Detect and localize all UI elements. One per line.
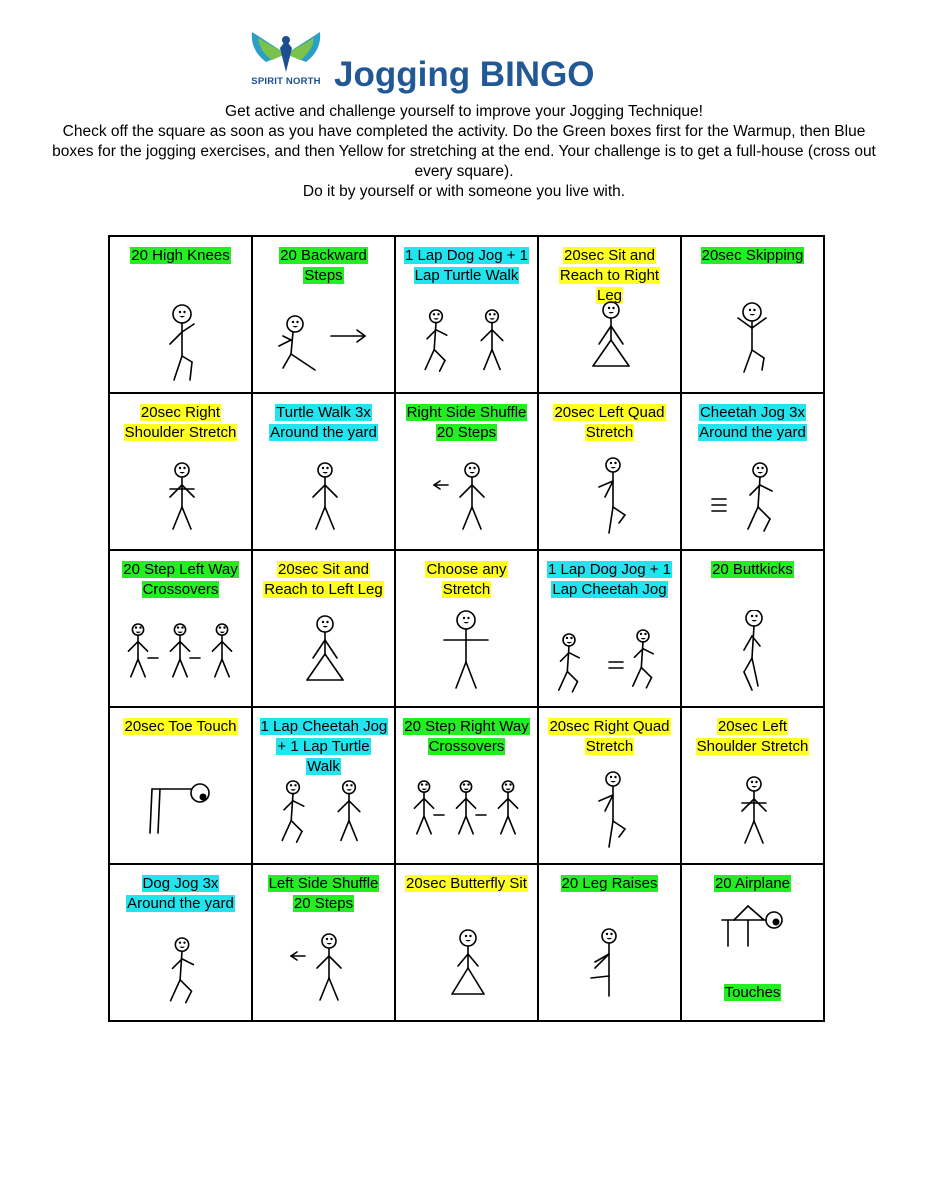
activity-label xyxy=(403,246,531,286)
activity-label-text: 20sec Left Quad Stretch xyxy=(554,404,665,441)
activity-label-text: 20sec Left Shoulder Stretch xyxy=(696,718,809,755)
activity-label xyxy=(117,560,245,600)
activity-label-text: 1 Lap Dog Jog + 1 Lap Cheetah Jog xyxy=(547,561,671,598)
bingo-square[interactable] xyxy=(681,393,824,550)
toe-touch-figure-icon xyxy=(110,767,251,857)
quad-stretch-figure-icon xyxy=(539,767,680,857)
activity-label xyxy=(405,874,528,894)
bingo-square[interactable] xyxy=(538,393,681,550)
activity-label-text: 20sec Sit and Reach to Left Leg xyxy=(264,561,383,598)
shoulder-stretch-figure-icon xyxy=(682,767,823,857)
airplane-figure-icon xyxy=(682,886,823,976)
side-shuffle-figure-icon xyxy=(396,453,537,543)
jog-figures-icon xyxy=(539,610,680,700)
sit-reach-figure-icon xyxy=(539,296,680,386)
activity-label-extra-text: Touches xyxy=(724,984,781,1001)
activity-label xyxy=(260,874,388,914)
instructions xyxy=(40,102,888,202)
bingo-square[interactable] xyxy=(395,707,538,864)
activity-label-text: 20 Airplane xyxy=(714,875,791,892)
bingo-row xyxy=(109,864,824,1021)
bingo-square[interactable] xyxy=(681,864,824,1021)
bingo-square[interactable] xyxy=(395,864,538,1021)
bingo-square[interactable] xyxy=(538,707,681,864)
activity-label-extra xyxy=(682,983,823,1003)
activity-label xyxy=(403,403,531,443)
arms-out-figure-icon xyxy=(396,610,537,700)
bingo-square[interactable] xyxy=(538,550,681,707)
activity-label-text: Dog Jog 3x Around the yard xyxy=(127,875,234,912)
logo-text: SPIRIT NORTH xyxy=(251,76,321,87)
walking-figure-icon xyxy=(253,453,394,543)
activity-label-text: 20sec Sit and Reach to Right Leg xyxy=(559,247,660,304)
activity-label xyxy=(546,560,674,600)
activity-label xyxy=(403,560,531,600)
bingo-square[interactable] xyxy=(109,236,252,393)
crossover-figures-icon xyxy=(396,767,537,857)
activity-label xyxy=(260,246,388,286)
activity-label xyxy=(689,403,817,443)
spirit-north-logo xyxy=(246,26,326,96)
bingo-square[interactable] xyxy=(252,707,395,864)
activity-label-text: 20 Step Right Way Crossovers xyxy=(404,718,529,755)
bingo-square[interactable] xyxy=(252,393,395,550)
activity-label-text: 1 Lap Cheetah Jog + 1 Lap Turtle Walk xyxy=(260,718,388,775)
bingo-row xyxy=(109,707,824,864)
activity-label xyxy=(561,874,659,894)
bingo-square[interactable] xyxy=(681,236,824,393)
activity-label-text: 20sec Right Shoulder Stretch xyxy=(124,404,237,441)
backward-step-figure-icon xyxy=(253,296,394,386)
leg-raise-figure-icon xyxy=(539,924,680,1014)
high-knees-figure-icon xyxy=(110,296,251,386)
bingo-square[interactable] xyxy=(681,550,824,707)
bingo-square[interactable] xyxy=(395,236,538,393)
bingo-row xyxy=(109,550,824,707)
activity-label-text: 20 Leg Raises xyxy=(561,875,658,892)
skipping-figure-icon xyxy=(682,296,823,386)
activity-label-text: Choose any Stretch xyxy=(426,561,507,598)
fast-jog-figure-icon xyxy=(682,453,823,543)
activity-label-text: 1 Lap Dog Jog + 1 Lap Turtle Walk xyxy=(404,247,528,284)
activity-label xyxy=(403,717,531,757)
activity-label xyxy=(123,717,237,737)
jogging-figure-icon xyxy=(110,924,251,1014)
activity-label-text: 20sec Right Quad Stretch xyxy=(549,718,670,755)
bingo-square[interactable] xyxy=(109,707,252,864)
bingo-square[interactable] xyxy=(109,864,252,1021)
bingo-square[interactable] xyxy=(109,550,252,707)
activity-label-text: Cheetah Jog 3x Around the yard xyxy=(699,404,806,441)
activity-label-text: Left Side Shuffle 20 Steps xyxy=(268,875,379,912)
jog-and-walk-figures-icon xyxy=(396,296,537,386)
bird-logo-icon xyxy=(246,26,326,76)
activity-label xyxy=(260,560,388,600)
activity-label xyxy=(546,717,674,757)
activity-label-text: Turtle Walk 3x Around the yard xyxy=(270,404,377,441)
buttkick-figure-icon xyxy=(682,610,823,700)
shoulder-stretch-figure-icon xyxy=(110,453,251,543)
activity-label-text: 20 High Knees xyxy=(131,247,230,264)
crossover-figures-icon xyxy=(110,610,251,700)
activity-label xyxy=(689,717,817,757)
sit-reach-figure-icon xyxy=(253,610,394,700)
bingo-square[interactable] xyxy=(538,236,681,393)
activity-label xyxy=(117,403,245,443)
activity-label xyxy=(130,246,230,266)
activity-label-text: Right Side Shuffle 20 Steps xyxy=(406,404,527,441)
jog-and-walk-figures-icon xyxy=(253,767,394,857)
page-title: Jogging BINGO xyxy=(334,55,595,94)
bingo-square[interactable] xyxy=(252,236,395,393)
activity-label xyxy=(117,874,245,914)
side-shuffle-figure-icon xyxy=(253,924,394,1014)
bingo-square[interactable] xyxy=(538,864,681,1021)
bingo-square[interactable] xyxy=(681,707,824,864)
activity-label-text: 20sec Toe Touch xyxy=(124,718,237,735)
bingo-row xyxy=(109,393,824,550)
bingo-square[interactable] xyxy=(395,393,538,550)
butterfly-sit-figure-icon xyxy=(396,924,537,1014)
instruction-line: Get active and challenge yourself to improve your Jogging Technique! xyxy=(225,103,703,120)
activity-label xyxy=(546,403,674,443)
bingo-grid xyxy=(108,235,825,1022)
activity-label-text: 20 Step Left Way Crossovers xyxy=(123,561,238,598)
bingo-square[interactable] xyxy=(109,393,252,550)
bingo-square[interactable] xyxy=(252,864,395,1021)
activity-label xyxy=(711,560,794,580)
activity-label-text: 20sec Butterfly Sit xyxy=(406,875,527,892)
bingo-square[interactable] xyxy=(395,550,538,707)
bingo-row xyxy=(109,236,824,393)
activity-label-text: 20 Buttkicks xyxy=(712,561,793,578)
quad-stretch-figure-icon xyxy=(539,453,680,543)
activity-label-text: 20 Backward Steps xyxy=(280,247,367,284)
activity-label xyxy=(701,246,805,266)
activity-label-text: 20sec Skipping xyxy=(701,247,804,264)
activity-label xyxy=(260,403,388,443)
instruction-line: Do it by yourself or with someone you live with. xyxy=(302,183,626,200)
bingo-square[interactable] xyxy=(252,550,395,707)
instruction-line: Check off the square as soon as you have completed the activity. Do the Green boxes first for the Warmup, then Blue boxes for the jogging exercises, and then Yellow for stretching at the end. Your challenge is to get a full-house (cross out every square). xyxy=(52,123,876,180)
